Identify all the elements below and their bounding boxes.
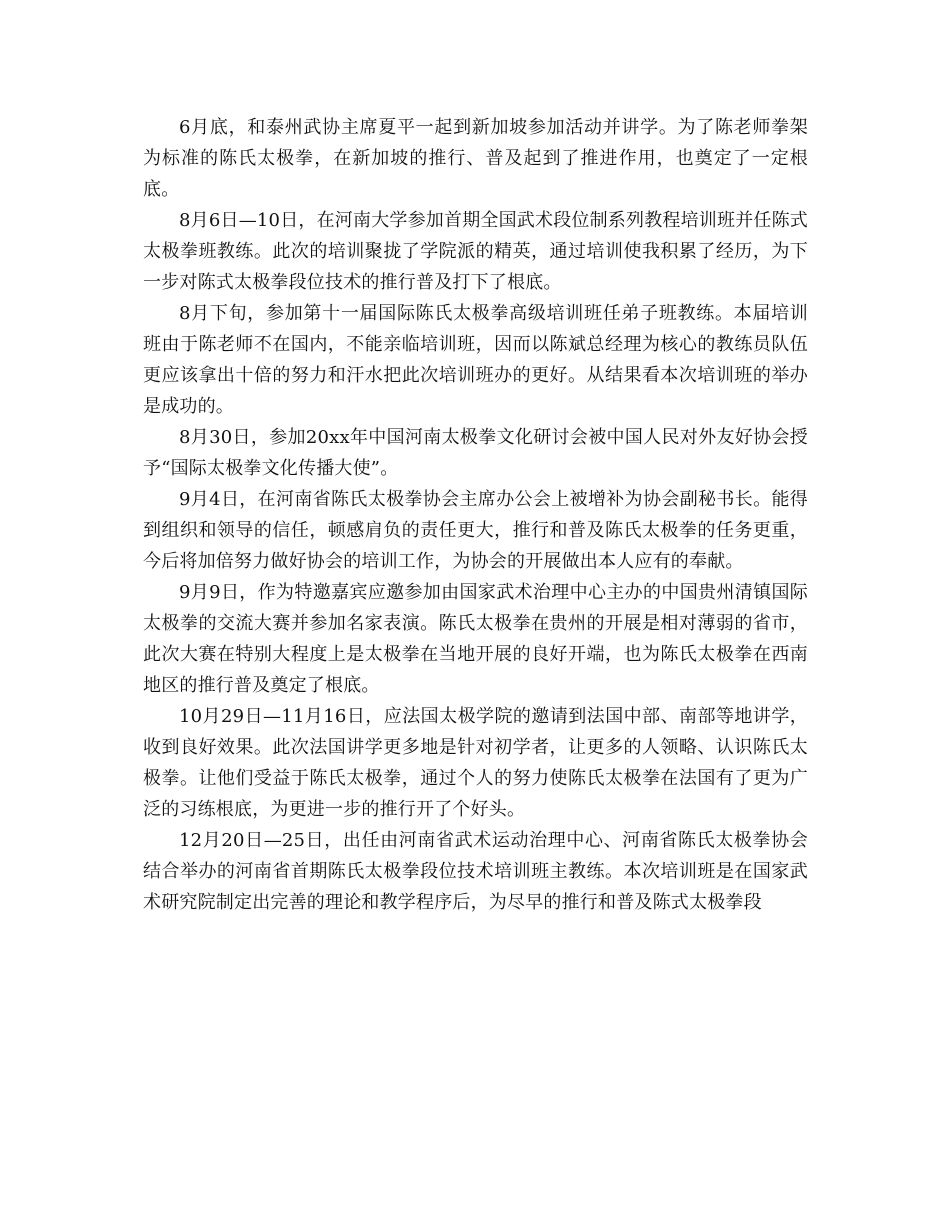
paragraph-association-secretary: 9月4日，在河南省陈氏太极拳协会主席办公会上被增补为协会副秘书长。能得到组织和领导的信任，顿感肩负的责任更大，推行和普及陈氏太极拳的任务更重，今后将加倍努力做好协会的培训工作，为协会的开展做出本人应有的奉献。 bbox=[143, 489, 808, 572]
paragraph-singapore-trip: 6月底，和泰州武协主席夏平一起到新加坡参加活动并讲学。为了陈老师拳架为标准的陈氏太极拳，在新加坡的推行、普及起到了推进作用，也奠定了一定根底。 bbox=[143, 117, 808, 200]
paragraph-international-training-class: 8月下旬，参加第十一届国际陈氏太极拳高级培训班任弟子班教练。本届培训班由于陈老师不在国内，不能亲临培训班，因而以陈斌总经理为核心的教练员队伍更应该拿出十倍的努力和汗水把此次培训班办的更好。从结果看本次培训班的举办是成功的。 bbox=[143, 303, 808, 417]
paragraph-guizhou-competition: 9月9日，作为特邀嘉宾应邀参加由国家武术治理中心主办的中国贵州清镇国际太极拳的交流大赛并参加名家表演。陈氏太极拳在贵州的开展是相对薄弱的省市，此次大赛在特别大程度上是太极拳在当地开展的良好开端，也为陈氏太极拳在西南地区的推行普及奠定了根底。 bbox=[143, 582, 808, 696]
paragraph-france-lectures: 10月29日—11月16日，应法国太极学院的邀请到法国中部、南部等地讲学，收到良好效果。此次法国讲学更多地是针对初学者，让更多的人领略、认识陈氏太极拳。让他们受益于陈氏太极拳，通过个人的努力使陈氏太极拳在法国有了更为广泛的习练根底，为更进一步的推行开了个好头。 bbox=[143, 706, 808, 820]
paragraph-culture-ambassador: 8月30日，参加20xx年中国河南太极拳文化研讨会被中国人民对外友好协会授予“国际太极拳文化传播大使”。 bbox=[143, 427, 808, 479]
document-body bbox=[143, 112, 808, 918]
paragraph-henan-university-training: 8月6日—10日，在河南大学参加首期全国武术段位制系列教程培训班并任陈式太极拳班教练。此次的培训聚拢了学院派的精英，通过培训使我积累了经历，为下一步对陈式太极拳段位技术的推行普及打下了根底。 bbox=[143, 210, 809, 293]
paragraph-provincial-training-class: 12月20日—25日，出任由河南省武术运动治理中心、河南省陈氏太极拳协会结合举办的河南省首期陈氏太极拳段位技术培训班主教练。本次培训班是在国家武术研究院制定出完善的理论和教学程序后，为尽早的推行和普及陈式太极拳段 bbox=[143, 830, 808, 913]
